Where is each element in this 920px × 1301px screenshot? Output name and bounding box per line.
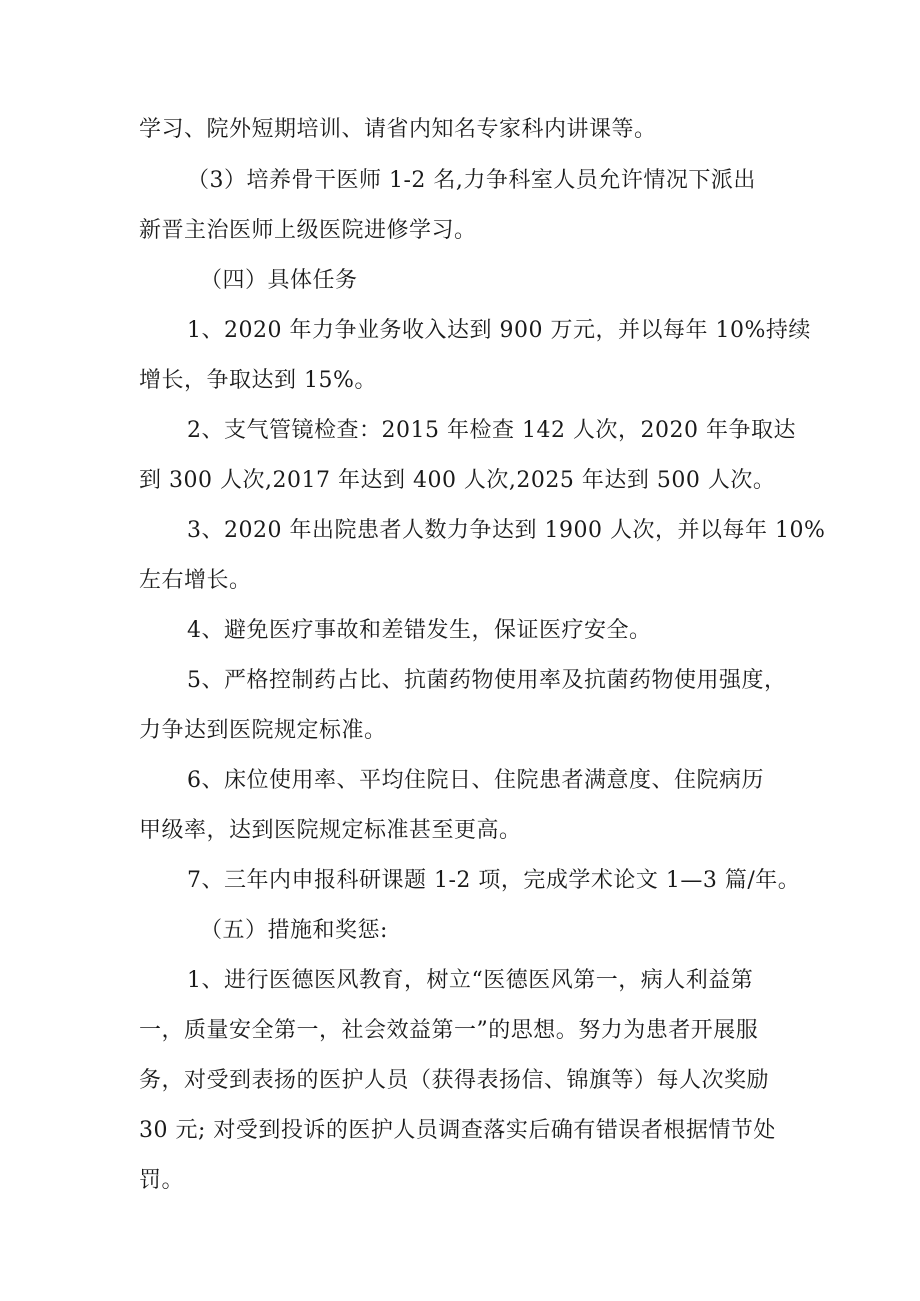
text-line-9: 3、2020 年出院患者人数力争达到 1900 人次，并以每年 10% xyxy=(187,518,826,543)
text-line-2: （3）培养骨干医师 1-2 名,力争科室人员允许情况下派出 xyxy=(187,168,756,193)
text-line-20: 务，对受到表扬的医护人员（获得表扬信、锦旗等）每人次奖励 xyxy=(139,1068,770,1093)
text-line-6: 增长，争取达到 15%。 xyxy=(139,368,377,393)
text-line-13: 力争达到医院规定标准。 xyxy=(139,718,387,743)
text-line-15: 甲级率，达到医院规定标准甚至更高。 xyxy=(139,818,522,843)
text-line-16: 7、三年内申报科研课题 1-2 项，完成学术论文 1—3 篇/年。 xyxy=(187,868,801,893)
text-line-7: 2、支气管镜检查：2015 年检查 142 人次，2020 年争取达 xyxy=(187,418,796,443)
text-line-22: 罚。 xyxy=(139,1168,185,1193)
text-line-3: 新晋主治医师上级医院进修学习。 xyxy=(139,218,477,243)
text-line-8: 到 300 人次,2017 年达到 400 人次,2025 年达到 500 人次。 xyxy=(139,468,776,493)
section-heading-4: （四）具体任务 xyxy=(200,268,358,293)
text-line-21: 30 元; 对受到投诉的医护人员调查落实后确有错误者根据情节处 xyxy=(139,1118,776,1143)
text-line-11: 4、避免医疗事故和差错发生，保证医疗安全。 xyxy=(187,618,652,643)
text-line-1: 学习、院外短期培训、请省内知名专家科内讲课等。 xyxy=(139,117,657,142)
section-heading-5: （五）措施和奖惩: xyxy=(200,918,388,943)
text-line-19: 一，质量安全第一，社会效益第一”的思想。努力为患者开展服 xyxy=(139,1018,759,1043)
text-line-12: 5、严格控制药占比、抗菌药物使用率及抗菌药物使用强度， xyxy=(187,668,787,693)
text-line-14: 6、床位使用率、平均住院日、住院患者满意度、住院病历 xyxy=(187,768,764,793)
text-line-18: 1、进行医德医风教育，树立“医德医风第一，病人利益第 xyxy=(187,968,754,993)
text-line-10: 左右增长。 xyxy=(139,568,252,593)
text-line-5: 1、2020 年力争业务收入达到 900 万元，并以每年 10%持续 xyxy=(187,318,811,343)
